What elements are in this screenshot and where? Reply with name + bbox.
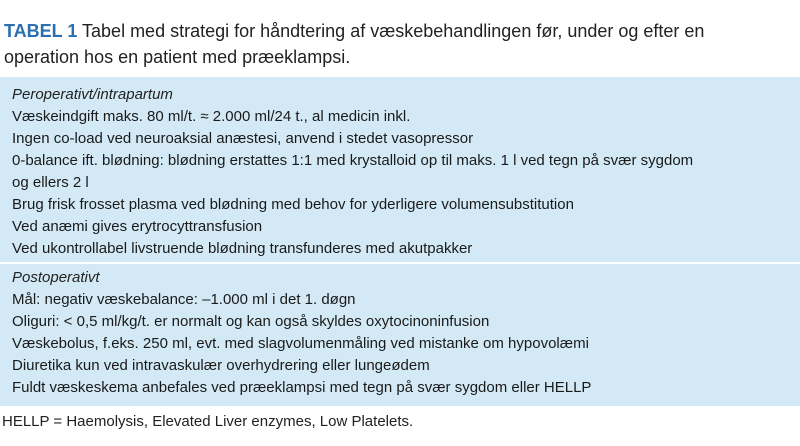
table-row: Oliguri: < 0,5 ml/kg/t. er normalt og kan også skyldes oxytocinoninfusion [12, 313, 490, 330]
caption-text-line2: operation hos en patient med præeklampsi. [4, 47, 351, 67]
table-row: Diuretika kun ved intravaskulær overhydrering eller lungeødem [12, 357, 430, 374]
table-row: Brug frisk frosset plasma ved blødning med behov for yderligere volumensubstitution [12, 196, 574, 213]
table-row: Væskebolus, f.eks. 250 ml, evt. med slagvolumenmåling ved mistanke om hypovolæmi [12, 335, 589, 352]
table-row: Væskeindgift maks. 80 ml/t. ≈ 2.000 ml/24 t., al medicin inkl. [12, 108, 411, 125]
caption-text-line1: Tabel med strategi for håndtering af væskebehandlingen før, under og efter en [77, 21, 705, 41]
table-row: og ellers 2 l [12, 174, 89, 191]
section-title: Peroperativt/intrapartum [12, 86, 173, 103]
section-title: Postoperativt [12, 269, 100, 286]
table-row: Ingen co-load ved neuroaksial anæstesi, anvend i stedet vasopressor [12, 130, 474, 147]
table-row: Mål: negativ væskebalance: –1.000 ml i det 1. døgn [12, 291, 356, 308]
table-footnote: HELLP = Haemolysis, Elevated Liver enzymes, Low Platelets. [2, 413, 414, 430]
table-caption [4, 18, 794, 70]
section-peroperative [0, 77, 800, 263]
table-row: Ved ukontrollabel livstruende blødning transfunderes med akutpakker [12, 240, 473, 257]
table-row: Ved anæmi gives erytrocyttransfusion [12, 218, 263, 235]
strategy-table [0, 77, 800, 406]
table-row: Fuldt væskeskema anbefales ved præeklampsi med tegn på svær sygdom eller HELLP [12, 379, 592, 396]
table-label: TABEL 1 [4, 21, 78, 41]
table-row: 0-balance ift. blødning: blødning erstattes 1:1 med krystalloid op til maks. 1 l ved tegn på svær sygdom [12, 152, 694, 169]
section-postoperative [0, 263, 800, 406]
